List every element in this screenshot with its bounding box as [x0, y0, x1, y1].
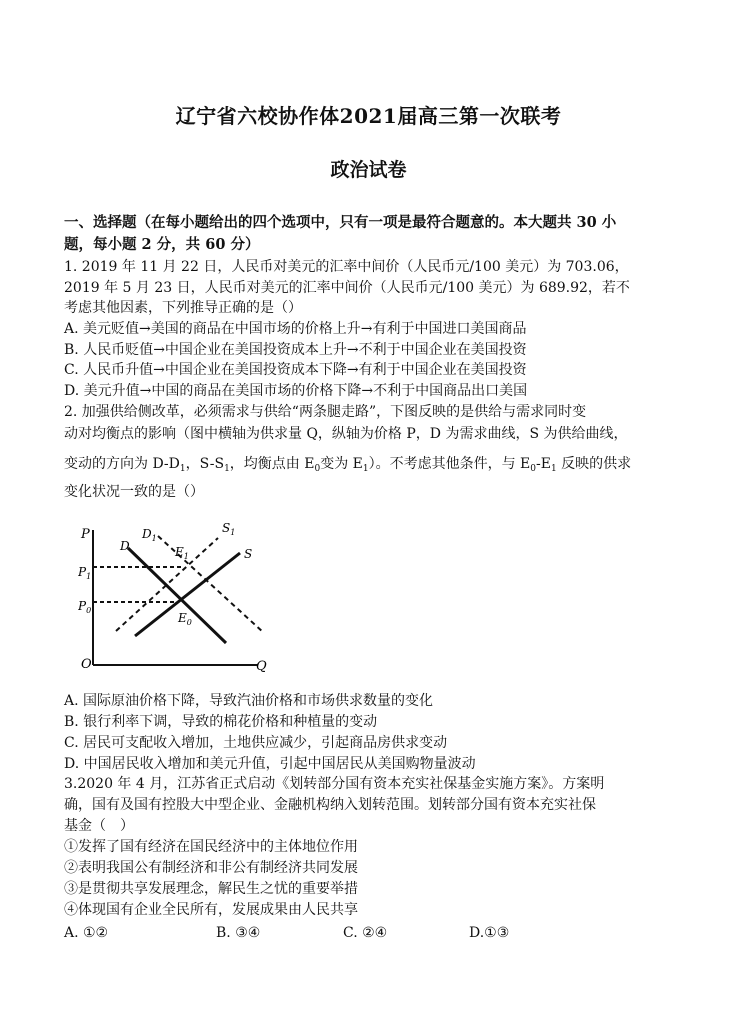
q3-choice-b: B. ③④: [216, 925, 261, 941]
q3-item-3: ③是贯彻共享发展理念，解民生之忧的重要举措: [64, 881, 358, 897]
label-d1: $D_1$: [142, 527, 157, 543]
q1-stem-line1: 1. 2019 年 11 月 22 日，人民币对美元的汇率中间价（人民币元/100 美元）为 703.06，: [64, 259, 629, 275]
supply-demand-graph: [78, 518, 278, 678]
q2-option-a: A. 国际原油价格下降，导致汽油价格和市场供求数量的变化: [64, 693, 434, 709]
exam-title: 辽宁省六校协作体2021届高三第一次联考: [175, 104, 562, 128]
q2-stem-line2: 动对均衡点的影响（图中横轴为供求量 Q，纵轴为价格 P，D 为需求曲线，S 为供给曲线，: [64, 426, 628, 442]
q2-option-b: B. 银行利率下调，导致的棉花价格和种植量的变动: [64, 714, 378, 730]
q1-stem-line2: 2019 年 5 月 23 日，人民币对美元的汇率中间价（人民币元/100 美元）为 689.92，若不: [64, 280, 630, 296]
q3-item-4: ④体现国有企业全民所有，发展成果由人民共享: [64, 902, 358, 918]
label-e1: $E_1$: [175, 545, 189, 561]
label-e0: $E_0$: [178, 611, 192, 627]
q2-stem-line4: 变化状况一致的是（）: [64, 484, 204, 500]
q1-option-c: C. 人民币升值→中国企业在美国投资成本下降→有利于中国企业在美国投资: [64, 362, 527, 378]
label-p0: $P_0$: [78, 599, 92, 615]
label-s: S: [244, 547, 253, 561]
q1-stem-line3: 考虑其他因素，下列推导正确的是（）: [64, 300, 302, 316]
q3-choice-a: A. ①②: [64, 925, 109, 941]
q2-stem-line3: 变动的方向为 $D-D_1$，$S-S_1$，均衡点由 $E_0$变为 $E_1$）。不考虑其他条件，与 $E_0-E_1$ 反映的供求: [64, 456, 632, 474]
section-heading-line2: 题，每小题 2 分，共 60 分）: [64, 236, 260, 253]
q1-option-a: A. 美元贬值→美国的商品在中国市场的价格上升→有利于中国进口美国商品: [64, 321, 527, 337]
axis-label-q: Q: [256, 659, 267, 674]
q2-option-c: C. 居民可支配收入增加，土地供应减少，引起商品房供求变动: [64, 735, 448, 751]
label-d: D: [120, 539, 130, 553]
q3-item-1: ①发挥了国有经济在国民经济中的主体地位作用: [64, 839, 358, 855]
section-heading: [64, 212, 674, 256]
q3-choice-d: D.①③: [469, 925, 510, 941]
exam-subject: 政治试卷: [330, 159, 407, 181]
section-heading-line1: 一、选择题（在每小题给出的四个选项中，只有一项是最符合题意的。本大题共 30 小: [64, 214, 617, 231]
label-s1: $S_1$: [222, 521, 236, 537]
q3-stem-line2: 确，国有及国有控股大中型企业、金融机构纳入划转范围。划转部分国有资本充实社保: [64, 797, 596, 813]
axis-label-p: P: [81, 527, 90, 542]
q3-stem-line3: 基金（ ）: [64, 818, 134, 834]
q3-stem-line1: 3.2020 年 4 月，江苏省正式启动《划转部分国有资本充实社保基金实施方案》。方案明: [64, 776, 605, 792]
q1-option-d: D. 美元升值→中国的商品在美国市场的价格下降→不利于中国商品出口美国: [64, 383, 528, 399]
label-p1: $P_1$: [78, 565, 92, 581]
q3-choice-c: C. ②④: [343, 925, 388, 941]
q3-item-2: ②表明我国公有制经济和非公有制经济共同发展: [64, 860, 358, 876]
q2-stem-line1: 2. 加强供给侧改革，必须需求与供给“两条腿走路”，下图反映的是供给与需求同时变: [64, 404, 587, 420]
origin-label-o: O: [81, 657, 92, 672]
q1-option-b: B. 人民币贬值→中国企业在美国投资成本上升→不利于中国企业在美国投资: [64, 342, 527, 358]
q2-option-d: D. 中国居民收入增加和美元升值，引起中国居民从美国购物量波动: [64, 756, 476, 772]
